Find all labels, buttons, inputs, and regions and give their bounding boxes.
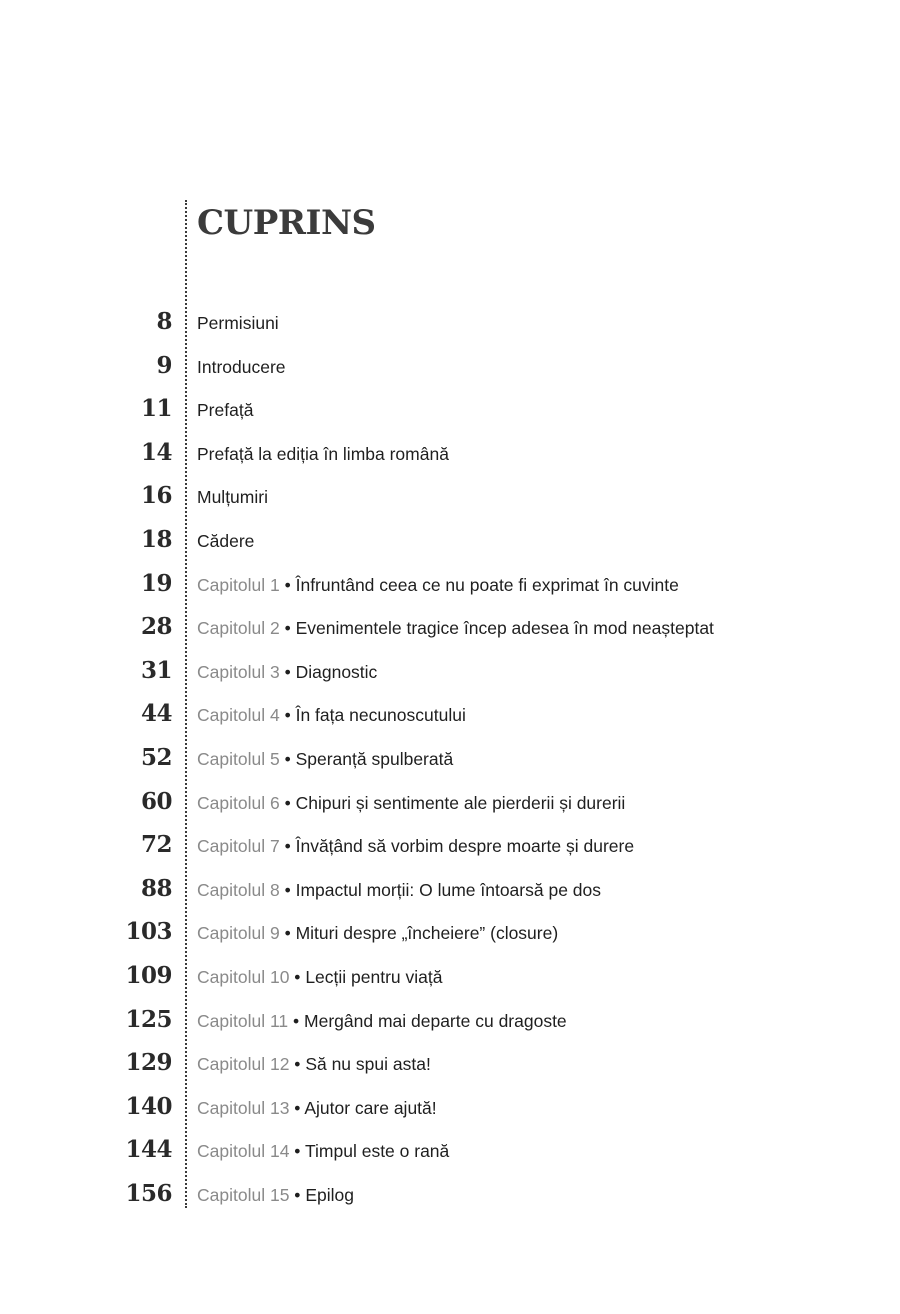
- toc-entry: [0, 433, 900, 477]
- entry-text: [197, 834, 634, 858]
- toc-entry: [0, 346, 900, 390]
- page-number: 8: [156, 308, 172, 335]
- chapter-label: Capitolul 9: [197, 923, 280, 944]
- toc-entry: [0, 869, 900, 913]
- toc-entry: [0, 476, 900, 520]
- entry-title: Timpul este o rană: [304, 1141, 450, 1162]
- toc-entry: [0, 825, 900, 869]
- chapter-label: Capitolul 12: [197, 1054, 290, 1075]
- table-of-contents: [0, 302, 900, 1217]
- page-number: 103: [125, 918, 172, 946]
- toc-entry: [0, 1130, 900, 1174]
- page-number: 9: [156, 351, 172, 379]
- toc-entry: [0, 1087, 900, 1131]
- page-number: 140: [125, 1092, 172, 1120]
- entry-text: [197, 442, 449, 466]
- chapter-label: Capitolul 7: [197, 836, 280, 857]
- entry-text: [197, 1052, 431, 1076]
- entry-text: [197, 573, 679, 597]
- toc-entry: [0, 956, 900, 1000]
- entry-title: Să nu spui asta!: [305, 1054, 431, 1075]
- page-number: 19: [140, 569, 172, 597]
- page-number: 156: [125, 1179, 172, 1207]
- entry-title: Prefață: [197, 400, 254, 421]
- chapter-label: Capitolul 4: [197, 705, 280, 726]
- bullet-separator: •: [293, 1010, 300, 1031]
- bullet-separator: •: [294, 1054, 301, 1075]
- page-number: 144: [125, 1136, 172, 1164]
- entry-title: Ajutor care ajută!: [304, 1097, 437, 1118]
- entry-text: [197, 355, 286, 379]
- page-number: 18: [140, 525, 172, 553]
- toc-entry: [0, 782, 900, 826]
- toc-entry: [0, 738, 900, 782]
- page-number: 125: [125, 1005, 172, 1033]
- page-number: 28: [140, 613, 172, 641]
- entry-text: [197, 747, 453, 771]
- bullet-separator: •: [284, 923, 291, 944]
- page-number: 72: [140, 831, 172, 859]
- entry-title: Mituri despre „încheiere” (closure): [295, 923, 559, 944]
- entry-title: Prefață la ediția în limba română: [197, 443, 449, 464]
- bullet-separator: •: [284, 836, 291, 857]
- entry-title: Învățând să vorbim despre moarte și durere: [295, 836, 635, 857]
- bullet-separator: •: [284, 574, 291, 595]
- bullet-separator: •: [284, 792, 291, 813]
- entry-text: [197, 311, 279, 335]
- chapter-label: Capitolul 13: [197, 1097, 290, 1118]
- entry-text: [197, 398, 253, 422]
- entry-text: [197, 485, 268, 509]
- page-number: 44: [140, 700, 172, 728]
- bullet-separator: •: [284, 879, 291, 900]
- page-number: 109: [125, 961, 172, 989]
- entry-text: [197, 1009, 567, 1033]
- page-number: 31: [140, 656, 172, 684]
- entry-text: [197, 529, 254, 553]
- entry-title: Impactul morții: O lume întoarsă pe dos: [295, 879, 601, 900]
- chapter-label: Capitolul 11: [197, 1010, 289, 1031]
- entry-text: [197, 616, 714, 640]
- page-number: 16: [140, 482, 172, 510]
- bullet-separator: •: [294, 1097, 301, 1118]
- entry-title: Diagnostic: [295, 661, 378, 682]
- page-title: CUPRINS: [197, 203, 376, 243]
- entry-text: [197, 660, 377, 684]
- toc-entry: [0, 564, 900, 608]
- chapter-label: Capitolul 6: [197, 792, 280, 813]
- entry-title: Evenimentele tragice încep adesea în mod neașteptat: [295, 618, 714, 639]
- toc-entry: [0, 1174, 900, 1218]
- entry-title: Înfruntând ceea ce nu poate fi exprimat în cuvinte: [295, 574, 679, 595]
- chapter-label: Capitolul 8: [197, 879, 280, 900]
- entry-title: Lecții pentru viață: [305, 966, 443, 987]
- entry-title: Speranță spulberată: [295, 748, 454, 769]
- toc-entry: [0, 1043, 900, 1087]
- chapter-label: Capitolul 5: [197, 748, 280, 769]
- toc-entry: [0, 302, 900, 346]
- entry-text: [197, 965, 442, 989]
- page-number: 88: [140, 874, 172, 902]
- entry-text: [197, 878, 601, 902]
- toc-entry: [0, 1000, 900, 1044]
- entry-title: Mulțumiri: [197, 487, 268, 508]
- page-number: 14: [140, 438, 172, 466]
- entry-title: Cădere: [197, 530, 255, 551]
- bullet-separator: •: [284, 705, 291, 726]
- entry-text: [197, 791, 625, 815]
- toc-entry: [0, 520, 900, 564]
- bullet-separator: •: [284, 748, 291, 769]
- page-number: 60: [140, 787, 172, 815]
- entry-title: Introducere: [197, 356, 286, 377]
- page-number: 129: [125, 1049, 172, 1077]
- chapter-label: Capitolul 1: [197, 574, 280, 595]
- bullet-separator: •: [294, 1184, 301, 1205]
- chapter-label: Capitolul 15: [197, 1184, 290, 1205]
- bullet-separator: •: [294, 1141, 301, 1162]
- chapter-label: Capitolul 10: [197, 966, 290, 987]
- chapter-label: Capitolul 14: [197, 1141, 290, 1162]
- toc-entry: [0, 912, 900, 956]
- entry-title: Epilog: [305, 1184, 354, 1205]
- toc-entry: [0, 694, 900, 738]
- entry-text: [197, 921, 558, 945]
- entry-title: Mergând mai departe cu dragoste: [304, 1010, 567, 1031]
- entry-title: Permisiuni: [197, 313, 279, 333]
- toc-entry: [0, 389, 900, 433]
- chapter-label: Capitolul 2: [197, 618, 280, 639]
- chapter-label: Capitolul 3: [197, 661, 280, 682]
- entry-text: [197, 703, 466, 727]
- bullet-separator: •: [284, 661, 291, 682]
- entry-text: [197, 1139, 449, 1163]
- bullet-separator: •: [284, 618, 291, 639]
- entry-text: [197, 1096, 437, 1120]
- entry-title: În fața necunoscutului: [295, 705, 466, 726]
- bullet-separator: •: [294, 966, 301, 987]
- entry-text: [197, 1183, 354, 1207]
- toc-entry: [0, 607, 900, 651]
- page-number: 52: [140, 743, 172, 771]
- toc-entry: [0, 651, 900, 695]
- entry-title: Chipuri și sentimente ale pierderii și durerii: [295, 792, 626, 813]
- page-number: 11: [140, 395, 172, 423]
